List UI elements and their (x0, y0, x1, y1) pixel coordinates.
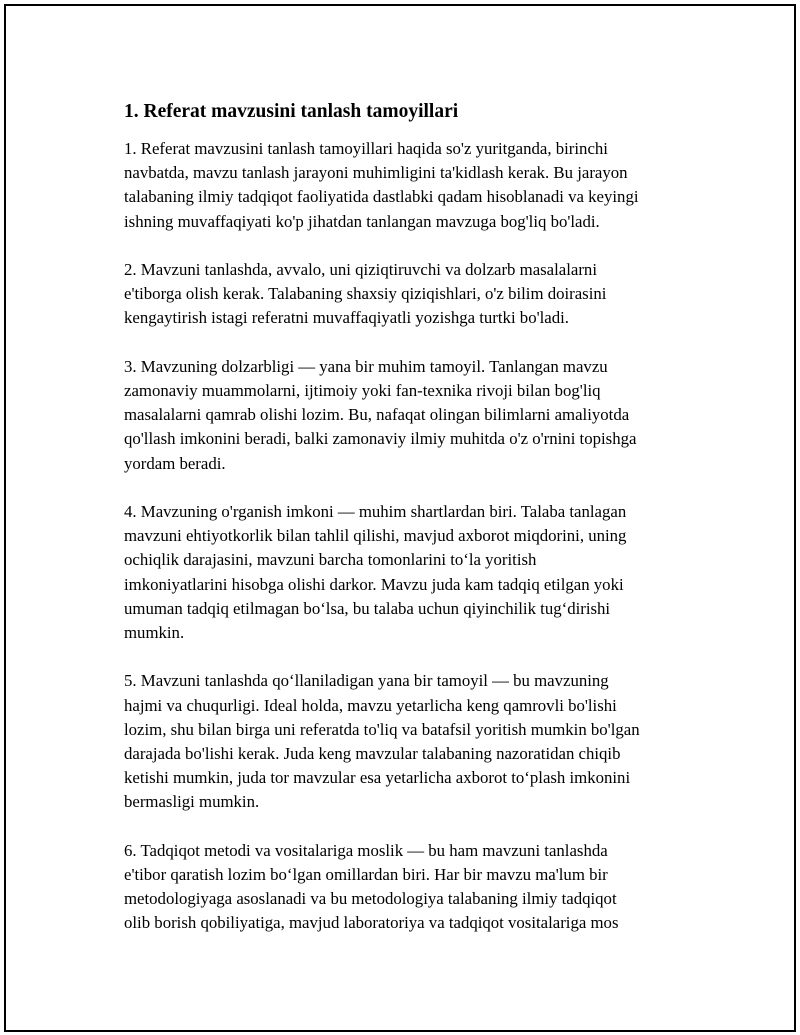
page-frame (4, 4, 796, 1032)
document-title: 1. Referat mavzusini tanlash tamoyillari (124, 101, 459, 122)
paragraph-6: 6. Tadqiqot metodi va vositalariga moslik — bu ham mavzuni tanlashda e'tibor qaratish lozim bo‘lgan omillardan biri. Har bir mavzu ma'lum bir metodologiyaga asoslanadi va bu metodologiya talabaning ilmiy tadqiqot olib borish qobiliyatiga, mavjud laboratoriya va tadqiqot vositalariga mos (124, 840, 619, 933)
paragraph-5: 5. Mavzuni tanlashda qo‘llaniladigan yana bir tamoyil — bu mavzuning hajmi va chuqurligi. Ideal holda, mavzu yetarlicha keng qamrovli bo'lishi lozim, shu bilan birga uni referatda to'liq va batafsil yoritish mumkin bo'lgan darajada bo'lishi kerak. Juda keng mavzular talabaning nazoratidan chiqib ketishi mumkin, juda tor mavzular esa yetarlicha axborot to‘plash imkonini bermasligi mumkin. (124, 671, 640, 812)
document-body (124, 98, 704, 960)
paragraph-4: 4. Mavzuning o'rganish imkoni — muhim shartlardan biri. Talaba tanlagan mavzuni ehtiyotkorlik bilan tahlil qilishi, mavjud axborot miqdorini, uning ochiqlik darajasini, mavzuni barcha tomonlarini to‘la yoritish imkoniyatlarini hisobga olishi darkor. Mavzu juda kam tadqiq etilgan yoki umuman tadqiq etilmagan bo‘lsa, bu talaba uchun qiyinchilik tug‘dirishi mumkin. (124, 502, 627, 643)
paragraph-2: 2. Mavzuni tanlashda, avvalo, uni qiziqtiruvchi va dolzarb masalalarni e'tiborga olish kerak. Talabaning shaxsiy qiziqishlari, o'z bilim doirasini kengaytirish istagi referatni muvaffaqiyatli yozishga turtki bo'ladi. (124, 260, 607, 328)
paragraph-1: 1. Referat mavzusini tanlash tamoyillari haqida so'z yuritganda, birinchi navbatda, mavzu tanlash jarayoni muhimligini ta'kidlash kerak. Bu jarayon talabaning ilmiy tadqiqot faoliyatida dastlabki qadam hisoblanadi va keyingi ishning muvaffaqiyati ko'p jihatdan tanlangan mavzuga bog'liq bo'ladi. (124, 139, 639, 231)
paragraph-3: 3. Mavzuning dolzarbligi — yana bir muhim tamoyil. Tanlangan mavzu zamonaviy muammolarni, ijtimoiy yoki fan-texnika rivoji bilan bog'liq masalalarni qamrab olishi lozim. Bu, nafaqat olingan bilimlarni amaliyotda qo'llash imkonini beradi, balki zamonaviy ilmiy muhitda o'z o'rnini topishga yordam beradi. (124, 356, 637, 473)
